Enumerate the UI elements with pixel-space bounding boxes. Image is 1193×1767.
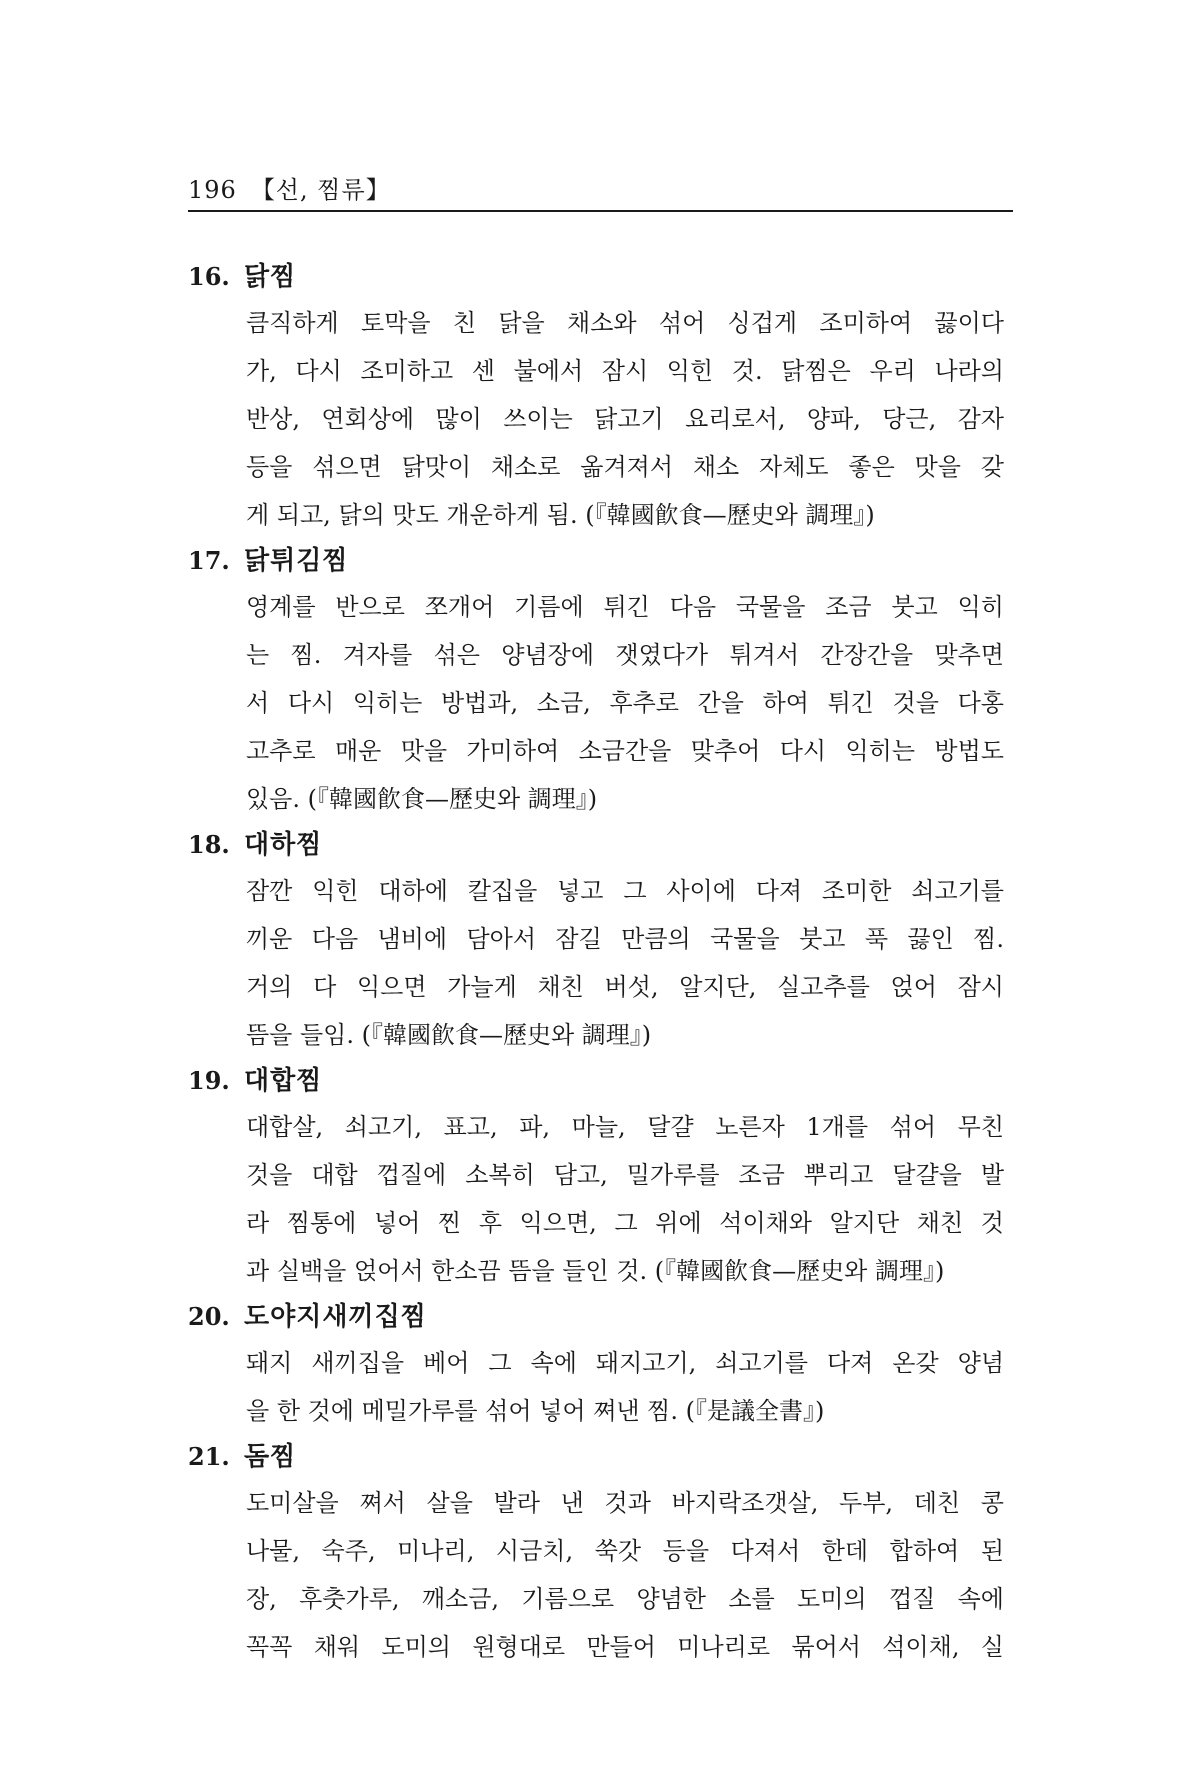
running-head bbox=[188, 170, 391, 205]
entry-text-line: 나물, 숙주, 미나리, 시금치, 쑥갓 등을 다져서 한데 합하여 된 bbox=[246, 1537, 1004, 1565]
dictionary-entry bbox=[188, 255, 1018, 539]
entry-heading bbox=[188, 1059, 1018, 1103]
entry-number: 20. bbox=[188, 1302, 230, 1331]
entry-body bbox=[246, 1103, 1004, 1295]
section-label: 【선, 찜류】 bbox=[250, 176, 391, 204]
entry-text-line: 등을 섞으면 닭맛이 채소로 옮겨져서 채소 자체도 좋은 맛을 갖 bbox=[246, 453, 1004, 481]
entry-text-line: 게 되고, 닭의 맛도 개운하게 됨. (『韓國飮食—歷史와 調理』) bbox=[246, 501, 875, 529]
entry-text-line: 는 찜. 겨자를 섞은 양념장에 잿였다가 튀겨서 간장간을 맞추면 bbox=[246, 641, 1004, 669]
dictionary-entry bbox=[188, 1295, 1018, 1435]
entry-text-line: 을 한 것에 메밀가루를 섞어 넣어 쪄낸 찜. (『是議全書』) bbox=[246, 1397, 825, 1425]
entry-heading bbox=[188, 823, 1018, 867]
entry-text-line: 있음. (『韓國飮食—歷史와 調理』) bbox=[246, 785, 598, 813]
entry-number: 17. bbox=[188, 546, 230, 575]
entry-text-line: 끼운 다음 냄비에 담아서 잠길 만큼의 국물을 붓고 푹 끓인 찜. bbox=[246, 925, 1004, 953]
page-number: 196 bbox=[188, 176, 237, 204]
entry-title: 닭찜 bbox=[244, 262, 297, 292]
entry-body bbox=[246, 1339, 1004, 1435]
entry-body bbox=[246, 299, 1004, 539]
dictionary-entry bbox=[188, 1059, 1018, 1295]
entry-text-line: 것을 대합 껍질에 소복히 담고, 밀가루를 조금 뿌리고 달걀을 발 bbox=[246, 1161, 1004, 1189]
entry-text-line: 고추로 매운 맛을 가미하여 소금간을 맞추어 다시 익히는 방법도 bbox=[246, 737, 1004, 765]
entry-body bbox=[246, 1479, 1004, 1671]
entry-text-line: 과 실백을 얹어서 한소끔 뜸을 들인 것. (『韓國飮食—歷史와 調理』) bbox=[246, 1257, 945, 1285]
dictionary-entry bbox=[188, 539, 1018, 823]
entry-text-line: 라 찜통에 넣어 찐 후 익으면, 그 위에 석이채와 알지단 채친 것 bbox=[246, 1209, 1004, 1237]
entry-text-line: 뜸을 들임. (『韓國飮食—歷史와 調理』) bbox=[246, 1021, 652, 1049]
entry-number: 16. bbox=[188, 262, 230, 291]
entry-text-line: 도미살을 쪄서 살을 발라 낸 것과 바지락조갯살, 두부, 데친 콩 bbox=[246, 1489, 1004, 1517]
entry-heading bbox=[188, 539, 1018, 583]
entry-text-line: 거의 다 익으면 가늘게 채친 버섯, 알지단, 실고추를 얹어 잠시 bbox=[246, 973, 1004, 1001]
entry-number: 21. bbox=[188, 1442, 230, 1471]
entry-title: 돔찜 bbox=[244, 1442, 297, 1472]
entry-title: 대합찜 bbox=[244, 1066, 323, 1096]
entry-title: 대하찜 bbox=[244, 830, 323, 860]
dictionary-entry bbox=[188, 1435, 1018, 1671]
entry-title: 닭튀김찜 bbox=[244, 546, 349, 576]
entry-text-line: 돼지 새끼집을 베어 그 속에 돼지고기, 쇠고기를 다져 온갖 양념 bbox=[246, 1349, 1004, 1377]
header-rule bbox=[188, 210, 1013, 212]
entry-text-line: 반상, 연회상에 많이 쓰이는 닭고기 요리로서, 양파, 당근, 감자 bbox=[246, 405, 1004, 433]
entry-list bbox=[188, 255, 1018, 1671]
entry-body bbox=[246, 867, 1004, 1059]
entry-body bbox=[246, 583, 1004, 823]
entry-text-line: 대합살, 쇠고기, 표고, 파, 마늘, 달걀 노른자 1개를 섞어 무친 bbox=[246, 1113, 1004, 1141]
entry-text-line: 잠깐 익힌 대하에 칼집을 넣고 그 사이에 다져 조미한 쇠고기를 bbox=[246, 877, 1004, 905]
entry-text-line: 큼직하게 토막을 친 닭을 채소와 섞어 싱겁게 조미하여 끓이다 bbox=[246, 309, 1004, 337]
entry-text-line: 서 다시 익히는 방법과, 소금, 후추로 간을 하여 튀긴 것을 다홍 bbox=[246, 689, 1004, 717]
entry-number: 18. bbox=[188, 830, 230, 859]
entry-heading bbox=[188, 255, 1018, 299]
entry-text-line: 꼭꼭 채워 도미의 원형대로 만들어 미나리로 묶어서 석이채, 실 bbox=[246, 1633, 1004, 1661]
entry-number: 19. bbox=[188, 1066, 230, 1095]
entry-title: 도야지새끼집찜 bbox=[244, 1302, 427, 1332]
entry-text-line: 가, 다시 조미하고 센 불에서 잠시 익힌 것. 닭찜은 우리 나라의 bbox=[246, 357, 1004, 385]
entry-heading bbox=[188, 1295, 1018, 1339]
entry-text-line: 영계를 반으로 쪼개어 기름에 튀긴 다음 국물을 조금 붓고 익히 bbox=[246, 593, 1004, 621]
dictionary-entry bbox=[188, 823, 1018, 1059]
entry-text-line: 장, 후춧가루, 깨소금, 기름으로 양념한 소를 도미의 껍질 속에 bbox=[246, 1585, 1004, 1613]
entry-heading bbox=[188, 1435, 1018, 1479]
